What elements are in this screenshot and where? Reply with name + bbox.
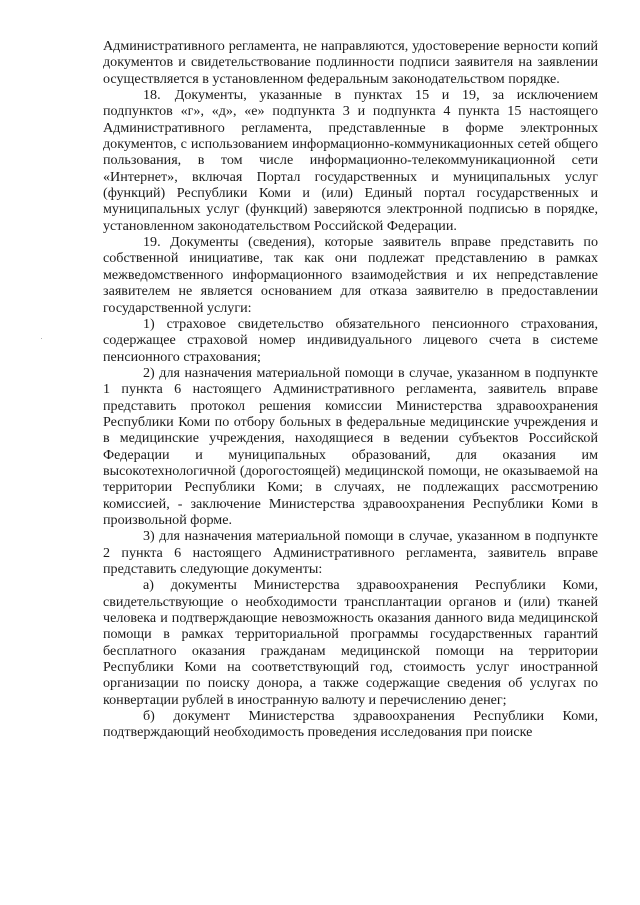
document-body bbox=[103, 38, 598, 741]
margin-mark bbox=[41, 338, 42, 339]
paragraph-item-18: 18. Документы, указанные в пунктах 15 и 19, за исключением подпунктов «г», «д», «е» подпункта 3 и подпункта 4 пункта 15 настоящего Административного регламента, представленные в форме электронных документов, с использованием информационно-коммуникационных сетей общего пользования, в том числе информационно-телекоммуникационной сети «Интернет», включая Портал государственных и муниципальных услуг (функций) Республики Коми и (или) Единый портал государственных и муниципальных услуг (функций) заверяются электронной подписью в порядке, установленном законодательством Российской Федерации. bbox=[103, 87, 598, 234]
paragraph-item-19-1: 1) страховое свидетельство обязательного пенсионного страхования, содержащее страховой номер индивидуального лицевого счета в системе пенсионного страхования; bbox=[103, 315, 598, 365]
paragraph-item-19-2: 2) для назначения материальной помощи в случае, указанном в подпункте 1 пункта 6 настоящего Административного регламента, заявитель вправе представить протокол решения комиссии Министерства здравоохранения Республики Коми по отбору больных в федеральные медицинские учреждения и в медицинские учреждения, находящиеся в ведении субъектов Российской Федерации и муниципальных образований, для оказания им высокотехнологичной (дорогостоящей) медицинской помощи, не оказываемой на территории Республики Коми; в случаях, не подлежащих рассмотрению комиссией, - заключение Министерства здравоохранения Республики Коми в произвольной форме. bbox=[103, 364, 598, 528]
paragraph-item-19-3-a: а) документы Министерства здравоохранения Республики Коми, свидетельствующие о необходимости трансплантации органов и (или) тканей человека и подтверждающие невозможность оказания данного вида медицинской помощи в рамках территориальной программы государственных гарантий бесплатного оказания гражданам медицинской помощи на территории Республики Коми на соответствующий год, стоимость услуг иностранной организации по поиску донора, а также содержащие сведения об услугах по конвертации рублей в иностранную валюту и перечислению денег; bbox=[103, 577, 598, 708]
paragraph-item-19: 19. Документы (сведения), которые заявитель вправе представить по собственной инициативе, так как они подлежат представлению в рамках межведомственного информационного взаимодействия и их непредставление заявителем не является основанием для отказа заявителю в предоставлении государственной услуги: bbox=[103, 234, 598, 316]
paragraph-item-19-3-b: б) документ Министерства здравоохранения Республики Коми, подтверждающий необходимость проведения исследования при поиске bbox=[103, 708, 598, 741]
paragraph-item-19-3: 3) для назначения материальной помощи в случае, указанном в подпункте 2 пункта 6 настоящего Административного регламента, заявитель вправе представить следующие документы: bbox=[103, 528, 598, 577]
paragraph-continuation: Административного регламента, не направляются, удостоверение верности копий документов и свидетельствование подлинности подписи заявителя на заявлении осуществляется в установленном федеральным законодательством порядке. bbox=[103, 38, 598, 87]
